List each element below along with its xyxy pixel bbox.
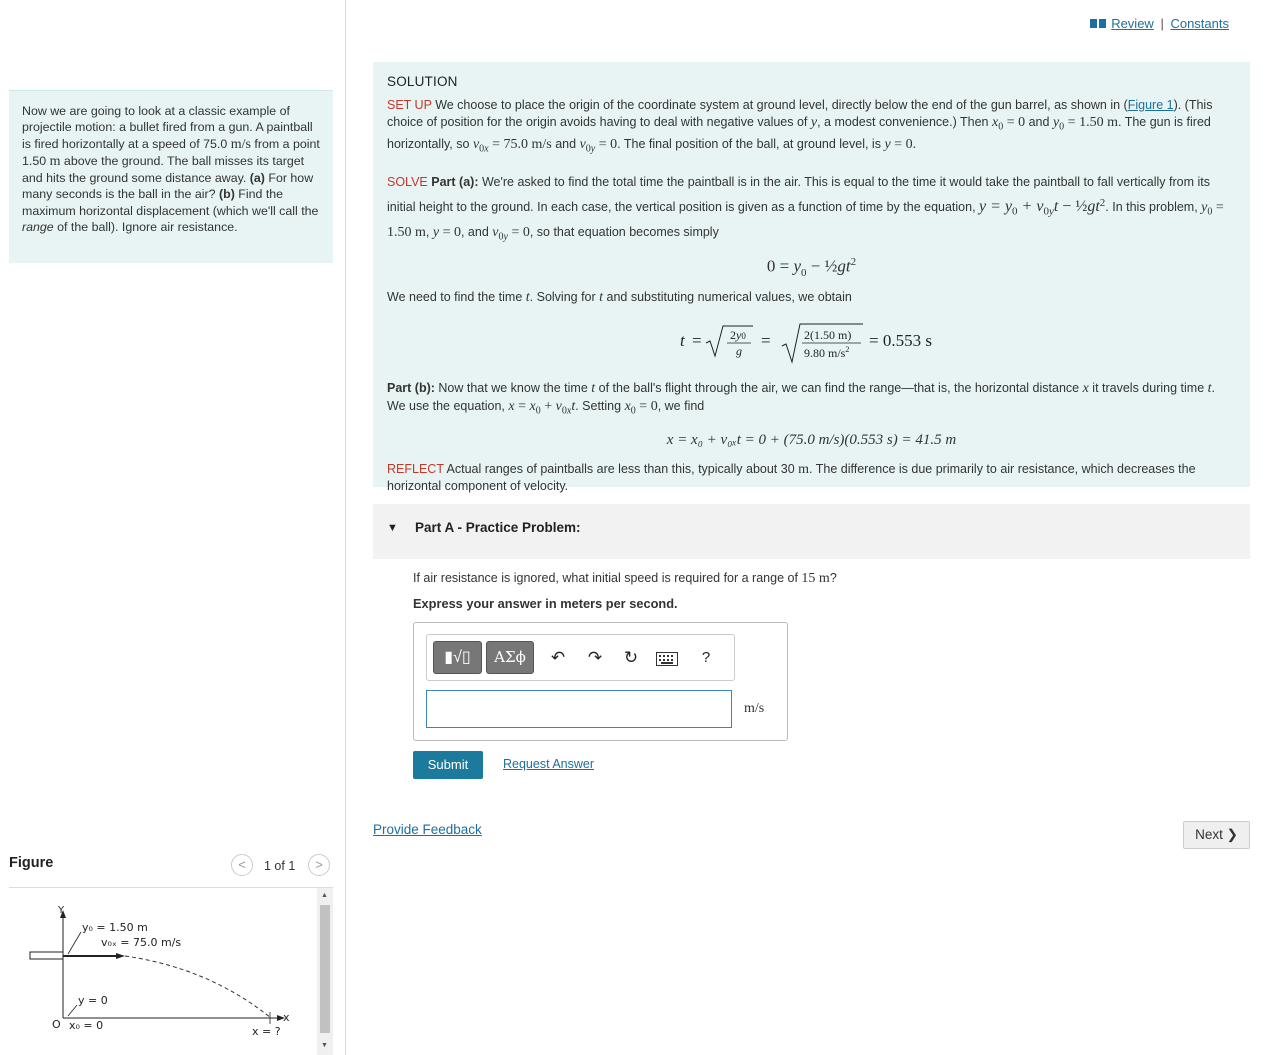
part-a-title: Part A - Practice Problem: <box>415 520 581 535</box>
undo-icon[interactable]: ↶ <box>550 648 566 667</box>
y-zero-label: y = 0 <box>78 994 108 1007</box>
figure-1-link[interactable]: Figure 1 <box>1127 98 1174 112</box>
intro-text: Now we are going to look at a classic example of projectile motion: a bullet fired from a gun. A paintball is fired horizontally at a speed of 75.0 m/s from a point 1.50 m above the ground. The ball misses its target and hits the ground some distance away. (a) For how many seconds is the ball in the air? (b) Find the maximum horizontal displacement (which we'll call the range of the ball). Ignore air resistance. <box>9 90 333 263</box>
help-button[interactable] <box>695 647 717 669</box>
svg-text:=: = <box>692 331 702 351</box>
svg-text:2(1.50 m): 2(1.50 m) <box>804 328 852 343</box>
trajectory-path <box>125 956 271 1018</box>
chevron-right-icon: > <box>315 857 323 872</box>
scroll-down-icon[interactable]: ▼ <box>321 1042 328 1049</box>
top-links <box>1090 16 1229 31</box>
scroll-up-icon[interactable]: ▲ <box>321 892 328 899</box>
figure-scrollbar[interactable] <box>317 888 333 1055</box>
y-zero-leader <box>68 1005 77 1016</box>
constants-link[interactable]: Constants <box>1170 16 1229 31</box>
scrollbar-thumb[interactable] <box>320 905 330 1033</box>
redo-icon[interactable]: ↷ <box>587 648 603 667</box>
need-paragraph: We need to find the time t. Solving for t and substituting numerical values, we obtain <box>387 289 852 305</box>
solution-heading: SOLUTION <box>387 74 458 89</box>
v0x-label: v₀ₓ = 75.0 m/s <box>101 936 182 949</box>
request-answer-link[interactable]: Request Answer <box>503 757 595 771</box>
svg-text:=: = <box>761 331 771 351</box>
partb-paragraph: Part (b): Now that we know the time t of the ball's flight through the air, we can find the range—that is, the horizontal distance x it travels during time t. We use the equation, $x = x_0 + v_{0x}t$. Setting $x_0 = 0$, we find <box>387 381 1216 417</box>
svg-text:g: g <box>736 344 742 359</box>
symbols-button[interactable] <box>486 641 534 674</box>
answer-input[interactable] <box>426 690 732 728</box>
provide-feedback-link[interactable]: Provide Feedback <box>373 822 482 837</box>
figure-area <box>9 887 333 1055</box>
setup-paragraph: SET UP We choose to place the origin of the coordinate system at ground level, directly below the end of the gun barrel, as shown in (Figure 1). (This choice of position for the origin avoids having to deal with negative values of y, a modest convenience.) Then $x_0 = 0$ and $y_0 = 1.50$ m. The gun is fired horizontally, so $v_{0x} = 75.0$ m/s and $v_{0y} = 0$. The final position of the ball, at ground level, is y = 0. <box>387 98 1213 154</box>
part-a-header[interactable] <box>373 504 1250 559</box>
symbols-icon: ΑΣϕ <box>494 648 526 666</box>
answer-instruction: Express your answer in meters per second. <box>413 596 678 611</box>
question-text: If air resistance is ignored, what initial speed is required for a range of 15 m? <box>413 571 837 586</box>
answer-unit: m/s <box>744 701 765 716</box>
next-figure-button[interactable] <box>308 854 330 876</box>
submit-button[interactable]: Submit <box>413 751 483 779</box>
velocity-arrowhead <box>116 953 125 959</box>
chevron-left-icon: < <box>238 857 246 872</box>
previous-figure-button[interactable] <box>231 854 253 876</box>
review-link[interactable]: Review <box>1111 16 1154 31</box>
templates-button[interactable] <box>433 641 482 674</box>
figure-pager-text: 1 of 1 <box>264 859 296 873</box>
projectile-diagram <box>9 888 309 1055</box>
keyboard-icon[interactable] <box>656 647 678 669</box>
equation-time <box>387 312 1236 368</box>
equation-range: x = x₀ + v₀ₓt = 0 + (75.0 m/s)(0.553 s) = 41.5 m <box>666 431 957 448</box>
x-axis-label: x <box>283 1011 290 1024</box>
equation-fall: $0 = y_0$ − $\frac{1}{2}gt^2$ <box>766 255 857 279</box>
reset-icon[interactable]: ↻ <box>623 648 639 667</box>
templates-icon: ▮√▯ <box>444 649 471 666</box>
y-axis-label: Y <box>58 905 65 916</box>
svg-text:2y0: 2y0 <box>730 328 746 343</box>
solve-paragraph: SOLVE Part (a): We're asked to find the total time the paintball is in the air. This is equal to the time it would take the paintball to fall vertically from its initial height to the ground. In each case, the vertical position is given as a function of time by the equation, $y = y_0 + v_{0y}t$ − $\frac{1}{2}gt^2$. In this problem, $y_0 = 1.50$ m, y = 0, and $v_{0y} = 0$, so that equation becomes simply <box>387 174 1224 243</box>
svg-text:9.80 m/s2: 9.80 $m/s^2$ <box>804 345 850 361</box>
caret-down-icon[interactable]: ▼ <box>387 522 398 534</box>
left-panel <box>0 0 346 1055</box>
answer-box <box>413 622 788 741</box>
x-zero-label: x₀ = 0 <box>69 1019 104 1032</box>
time-equation-graphic <box>373 312 1250 368</box>
origin-label: O <box>52 1018 61 1031</box>
figure-title: Figure <box>9 855 54 871</box>
book-icon <box>1090 19 1106 28</box>
y0-leader <box>68 932 81 954</box>
math-toolbar <box>426 634 735 681</box>
time-result: = 0.553 s <box>869 331 932 351</box>
solution-panel <box>373 62 1250 494</box>
next-button[interactable]: Next ❯ <box>1183 821 1250 849</box>
reflect-paragraph: REFLECT Actual ranges of paintballs are less than this, typically about 30 m. The difference is due primarily to air resistance, which decreases the horizontal component of velocity. <box>387 461 1196 494</box>
y0-label: y₀ = 1.50 m <box>82 921 148 934</box>
figure-header <box>9 852 333 880</box>
svg-text:t: t <box>680 331 685 351</box>
help-icon: ? <box>701 649 711 666</box>
link-separator: | <box>1160 16 1164 31</box>
x-unknown-label: x = ? <box>252 1025 281 1038</box>
gun-barrel <box>30 952 63 959</box>
